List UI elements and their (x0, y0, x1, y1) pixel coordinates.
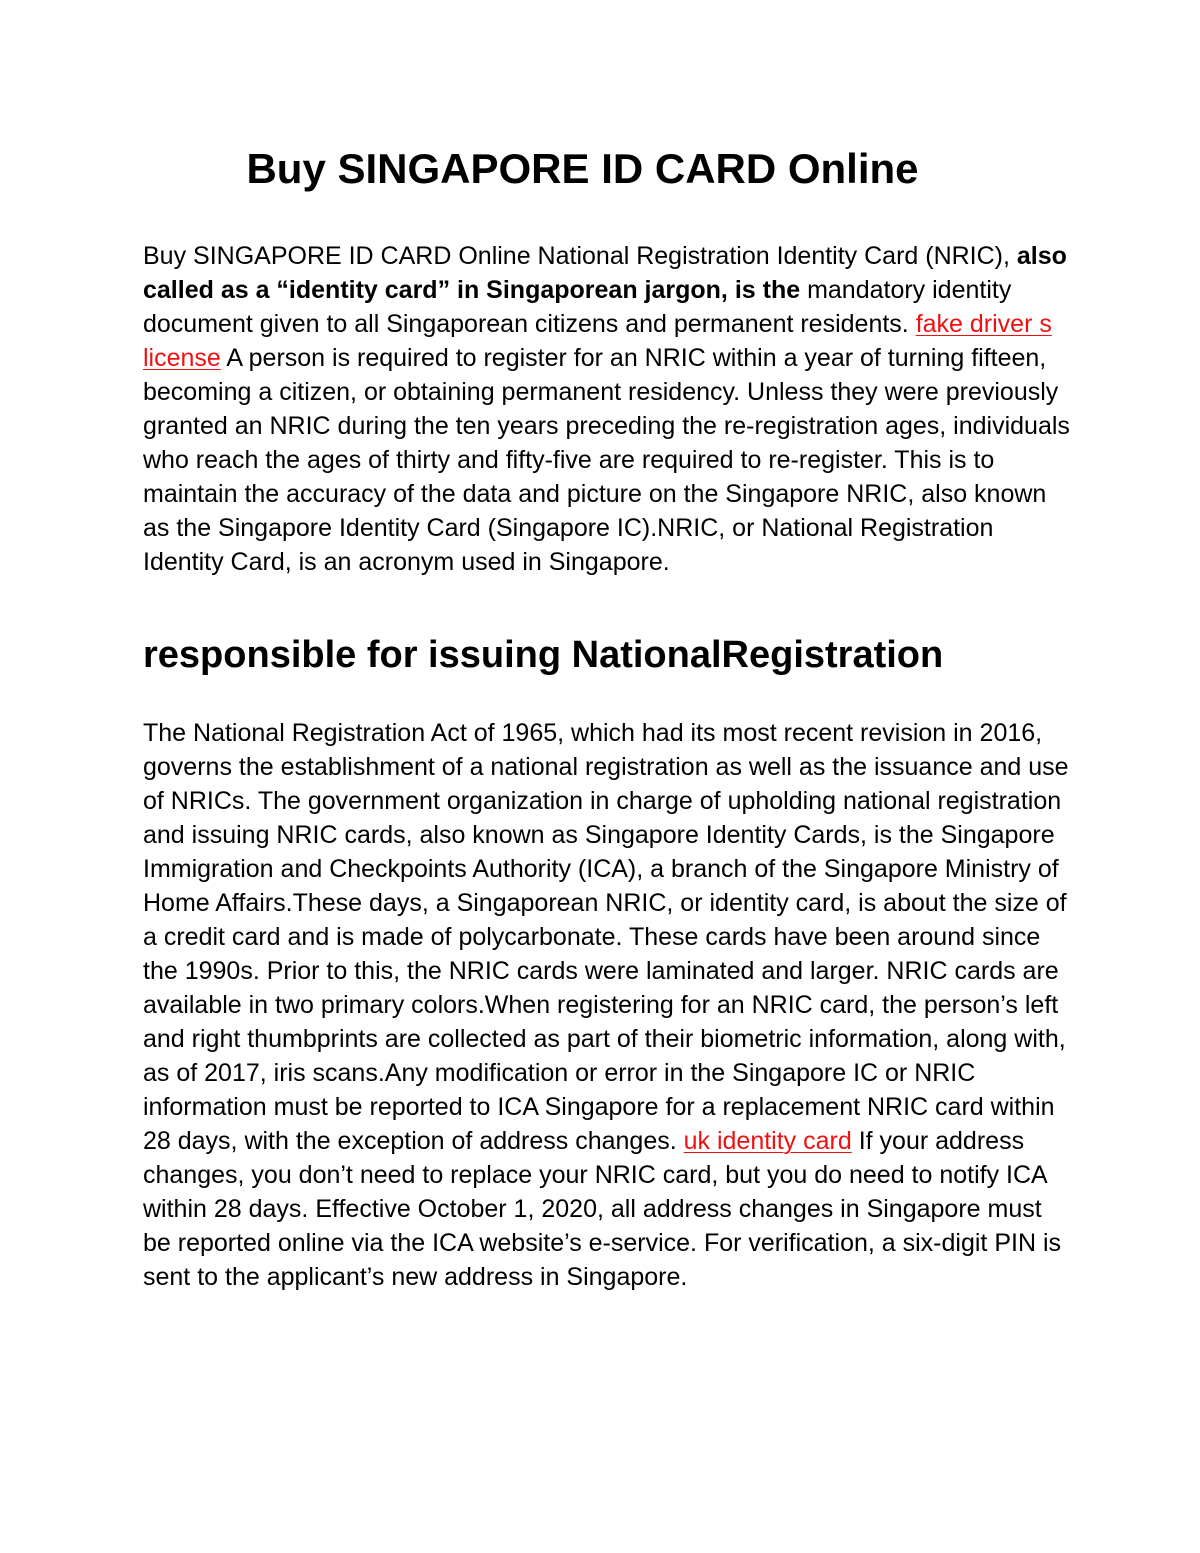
document-title: Buy SINGAPORE ID CARD Online (246, 145, 919, 192)
fake-drivers-license-link[interactable]: fake driver s license (143, 310, 1052, 372)
intro-paragraph (143, 239, 1073, 579)
intro-text: Buy SINGAPORE ID CARD Online National Registration Identity Card (NRIC), (143, 242, 1017, 270)
intro-text-after-link: A person is required to register for an NRIC within a year of turning fifteen, becoming a citizen, or obtaining permanent residency. Unless they were previously granted an NRIC during the ten years preceding the re-registration ages, individuals who reach the ages of thirty and fifty-five are required to re-register. This is to maintain the accuracy of the data and picture on the Singapore NRIC, also known as the Singapore Identity Card (Singapore IC).NRIC, or National Registration Identity Card, is an acronym used in Singapore. (143, 344, 1070, 576)
bold-phrase: also called as a “identity card” in Singaporean jargon, is the (143, 242, 1067, 304)
intro-text-continued: mandatory identity document given to all Singaporean citizens and permanent residents. (143, 276, 1012, 338)
body-text: The National Registration Act of 1965, which had its most recent revision in 2016, governs the establishment of a national registration as well as the issuance and use of NRICs. The government organization in charge of upholding national registration and issuing NRIC cards, also known as Singapore Identity Cards, is the Singapore Immigration and Checkpoints Authority (ICA), a branch of the Singapore Ministry of Home Affairs.These days, a Singaporean NRIC, or identity card, is about the size of a credit card and is made of polycarbonate. These cards have been around since the 1990s. Prior to this, the NRIC cards were laminated and larger. NRIC cards are available in two primary colors.When registering for an NRIC card, the person’s left and right thumbprints are collected as part of their biometric information, along with, as of 2017, iris scans.Any modification or error in the Singapore IC or NRIC information must be reported to ICA Singapore for a replacement NRIC card within 28 days, with the exception of address changes. (143, 719, 1069, 1155)
body-paragraph (143, 716, 1073, 1294)
body-text-after-link: If your address changes, you don’t need to replace your NRIC card, but you do need to notify ICA within 28 days. Effective October 1, 2020, all address changes in Singapore must be reported online via the ICA website’s e-service. For verification, a six-digit PIN is sent to the applicant’s new address in Singapore. (143, 1127, 1061, 1291)
uk-identity-card-link[interactable]: uk identity card (683, 1127, 852, 1155)
section-heading: responsible for issuing NationalRegistration (143, 634, 944, 676)
